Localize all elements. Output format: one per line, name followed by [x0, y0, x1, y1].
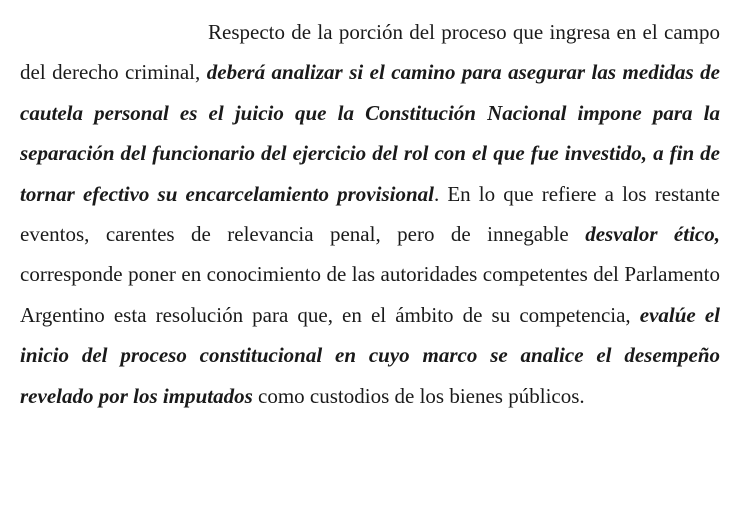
text-segment: corresponde poner en conocimiento de las autoridades competentes del Parlamento Argentino esta resolución para que, en el ámbito de su competencia, [20, 262, 720, 327]
body-paragraph [20, 12, 720, 416]
emphasized-text-segment: desvalor ético, [585, 222, 720, 247]
emphasized-text-segment: evalúe el inicio del proceso constitucional en cuyo marco se analice el desempeño revelado por los imputados [20, 302, 721, 408]
text-segment: . En lo que refiere a los restante eventos, carentes de relevancia penal, pero de innegable [20, 181, 720, 247]
text-segment: como custodios de los bienes públicos. [252, 383, 585, 408]
text-segment: Respecto de la porción del proceso que ingresa en el campo del derecho criminal, [20, 20, 720, 85]
emphasized-text-segment: deberá analizar si el camino para asegurar las medidas de cautela personal es el juicio que la Constitución Nacional impone para la separación del funcionario del ejercicio del rol con el que fue investido, a fin de tornar efectivo su encarcelamiento provisional [20, 60, 720, 206]
